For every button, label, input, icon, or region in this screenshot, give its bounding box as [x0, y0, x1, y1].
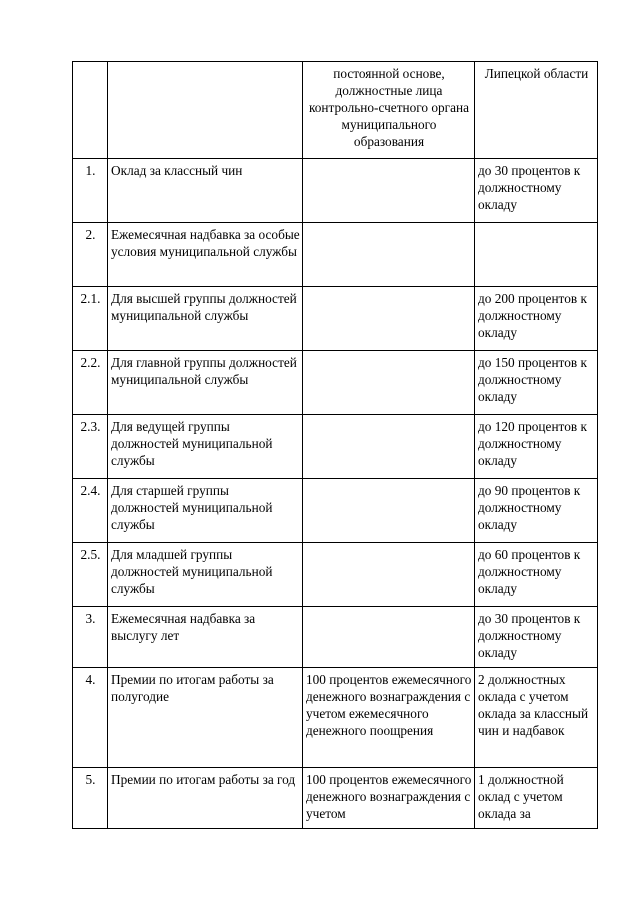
table-row — [73, 223, 598, 287]
row-name: Премии по итогам работы за полугодие — [108, 668, 303, 768]
compensation-table — [72, 61, 598, 829]
table-header-row — [73, 62, 598, 159]
row-name: Для младшей группы должностей муниципальной службы — [108, 543, 303, 607]
row-col3 — [303, 287, 475, 351]
row-name: Для высшей группы должностей муниципальной службы — [108, 287, 303, 351]
row-name: Для старшей группы должностей муниципальной службы — [108, 479, 303, 543]
row-col3 — [303, 159, 475, 223]
row-col3 — [303, 543, 475, 607]
table-row — [73, 543, 598, 607]
row-col3 — [303, 223, 475, 287]
row-name: Оклад за классный чин — [108, 159, 303, 223]
row-name: Для главной группы должностей муниципальной службы — [108, 351, 303, 415]
header-cell-col3: постоянной основе, должностные лица контрольно-счетного органа муниципального образования — [303, 62, 475, 159]
row-name: Ежемесячная надбавка за выслугу лет — [108, 607, 303, 668]
table-row — [73, 607, 598, 668]
header-cell-num — [73, 62, 108, 159]
row-number: 1. — [73, 159, 108, 223]
row-col3 — [303, 415, 475, 479]
header-cell-name — [108, 62, 303, 159]
row-col4 — [475, 223, 598, 287]
row-name: Ежемесячная надбавка за особые условия муниципальной службы — [108, 223, 303, 287]
row-number: 2.4. — [73, 479, 108, 543]
header-cell-col4: Липецкой области — [475, 62, 598, 159]
row-number: 4. — [73, 668, 108, 768]
row-number: 2.1. — [73, 287, 108, 351]
row-col3 — [303, 479, 475, 543]
row-number: 2.3. — [73, 415, 108, 479]
table-row — [73, 668, 598, 768]
row-number: 5. — [73, 768, 108, 829]
row-number: 3. — [73, 607, 108, 668]
row-col3: 100 процентов ежемесячного денежного вознаграждения с учетом ежемесячного денежного поощрения — [303, 668, 475, 768]
row-col4: 2 должностных оклада с учетом оклада за классный чин и надбавок — [475, 668, 598, 768]
row-col3: 100 процентов ежемесячного денежного вознаграждения с учетом — [303, 768, 475, 829]
row-col4: до 60 процентов к должностному окладу — [475, 543, 598, 607]
row-col4: до 90 процентов к должностному окладу — [475, 479, 598, 543]
row-name: Для ведущей группы должностей муниципальной службы — [108, 415, 303, 479]
table-row — [73, 287, 598, 351]
row-col4: до 200 процентов к должностному окладу — [475, 287, 598, 351]
row-number: 2.2. — [73, 351, 108, 415]
row-number: 2.5. — [73, 543, 108, 607]
row-col4: 1 должностной оклад с учетом оклада за — [475, 768, 598, 829]
table-row — [73, 159, 598, 223]
row-col3 — [303, 351, 475, 415]
row-col3 — [303, 607, 475, 668]
row-name: Премии по итогам работы за год — [108, 768, 303, 829]
table-row — [73, 479, 598, 543]
table-row — [73, 351, 598, 415]
row-col4: до 30 процентов к должностному окладу — [475, 159, 598, 223]
table-row — [73, 415, 598, 479]
row-number: 2. — [73, 223, 108, 287]
row-col4: до 120 процентов к должностному окладу — [475, 415, 598, 479]
row-col4: до 150 процентов к должностному окладу — [475, 351, 598, 415]
row-col4: до 30 процентов к должностному окладу — [475, 607, 598, 668]
table-row — [73, 768, 598, 829]
